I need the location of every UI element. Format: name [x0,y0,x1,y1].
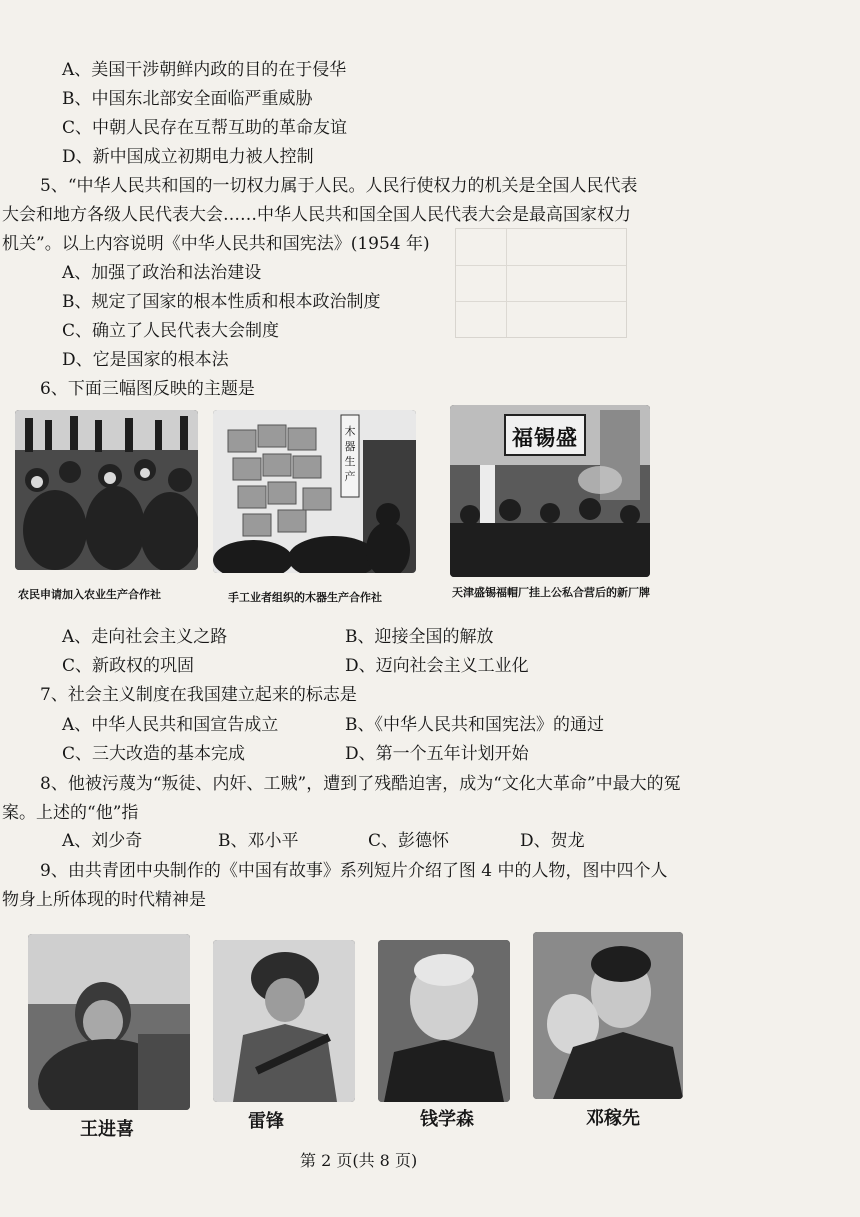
q4-option-a: A、美国干涉朝鲜内政的目的在于侵华 [62,60,347,80]
q5-option-d: D、它是国家的根本法 [62,350,229,370]
q5-stem-line-3: 机关”。以上内容说明《中华人民共和国宪法》(1954 年) [2,234,430,254]
svg-text:生: 生 [344,455,356,468]
q6-option-b: B、迎接全国的解放 [345,627,494,647]
q7-option-c: C、三大改造的基本完成 [62,744,246,764]
q6-option-d: D、迈向社会主义工业化 [345,656,529,676]
q4-option-c: C、中朝人民存在互帮互助的革命友谊 [62,118,348,138]
woodwork-caption: 手工业者组织的木器生产合作社 [228,591,382,604]
wang-jinxi-name: 王进喜 [80,1119,134,1140]
hat-factory-caption: 天津盛锡福帽厂挂上公私合营后的新厂牌 [452,586,650,599]
wang-jinxi-photo [28,934,190,1110]
lei-feng-name: 雷锋 [248,1111,284,1132]
q6-option-a: A、走向社会主义之路 [62,627,228,647]
q7-option-b: B、《中华人民共和国宪法》的通过 [345,715,604,735]
deng-jiaxian-photo [533,932,683,1099]
q4-option-b: B、中国东北部安全面临严重威胁 [62,89,313,109]
q6-option-c: C、新政权的巩固 [62,656,195,676]
q5-option-b: B、规定了国家的根本性质和根本政治制度 [62,292,381,312]
q5-stem-line-2: 大会和地方各级人民代表大会……中华人民共和国全国人民代表大会是最高国家权力 [2,205,631,225]
q6-stem: 6、下面三幅图反映的主题是 [40,379,255,399]
svg-text:器: 器 [344,440,356,453]
q4-option-d: D、新中国成立初期电力被人控制 [62,147,314,167]
q8-stem-line-1: 8、他被污蔑为“叛徒、内奸、工贼”，遭到了残酷迫害，成为“文化大革命”中最大的冤 [40,774,681,794]
farmers-caption: 农民申请加入农业生产合作社 [18,588,161,601]
hat-factory-sign: 福锡盛 [512,425,578,450]
lei-feng-photo [213,940,355,1102]
page-number: 第 2 页(共 8 页) [300,1151,418,1170]
q5-stem-line-1: 5、“中华人民共和国的一切权力属于人民。人民行使权力的机关是全国人民代表 [40,176,638,196]
q8-option-b: B、邓小平 [218,831,299,851]
hat-factory-photo [450,405,650,577]
q5-option-a: A、加强了政治和法治建设 [62,263,262,283]
deng-jiaxian-name: 邓稼先 [586,1108,640,1129]
q8-stem-line-2: 案。上述的“他”指 [2,803,139,823]
q8-option-a: A、刘少奇 [62,831,143,851]
svg-text:木: 木 [344,425,356,438]
qian-xuesen-photo [378,940,510,1102]
q5-option-c: C、确立了人民代表大会制度 [62,321,280,341]
q7-option-a: A、中华人民共和国宣告成立 [62,715,279,735]
svg-text:产: 产 [344,470,356,483]
bleed-through-table [455,228,627,338]
q9-stem-line-1: 9、由共青团中央制作的《中国有故事》系列短片介绍了图 4 中的人物，图中四个人 [40,861,668,881]
woodwork-cooperative-photo [213,410,416,573]
q8-option-d: D、贺龙 [520,831,585,851]
qian-xuesen-name: 钱学森 [420,1109,474,1130]
q9-stem-line-2: 物身上所体现的时代精神是 [2,890,206,910]
q8-option-c: C、彭德怀 [368,831,450,851]
q7-stem: 7、社会主义制度在我国建立起来的标志是 [40,685,357,705]
q7-option-d: D、第一个五年计划开始 [345,744,529,764]
farmers-cooperative-photo [15,410,198,570]
